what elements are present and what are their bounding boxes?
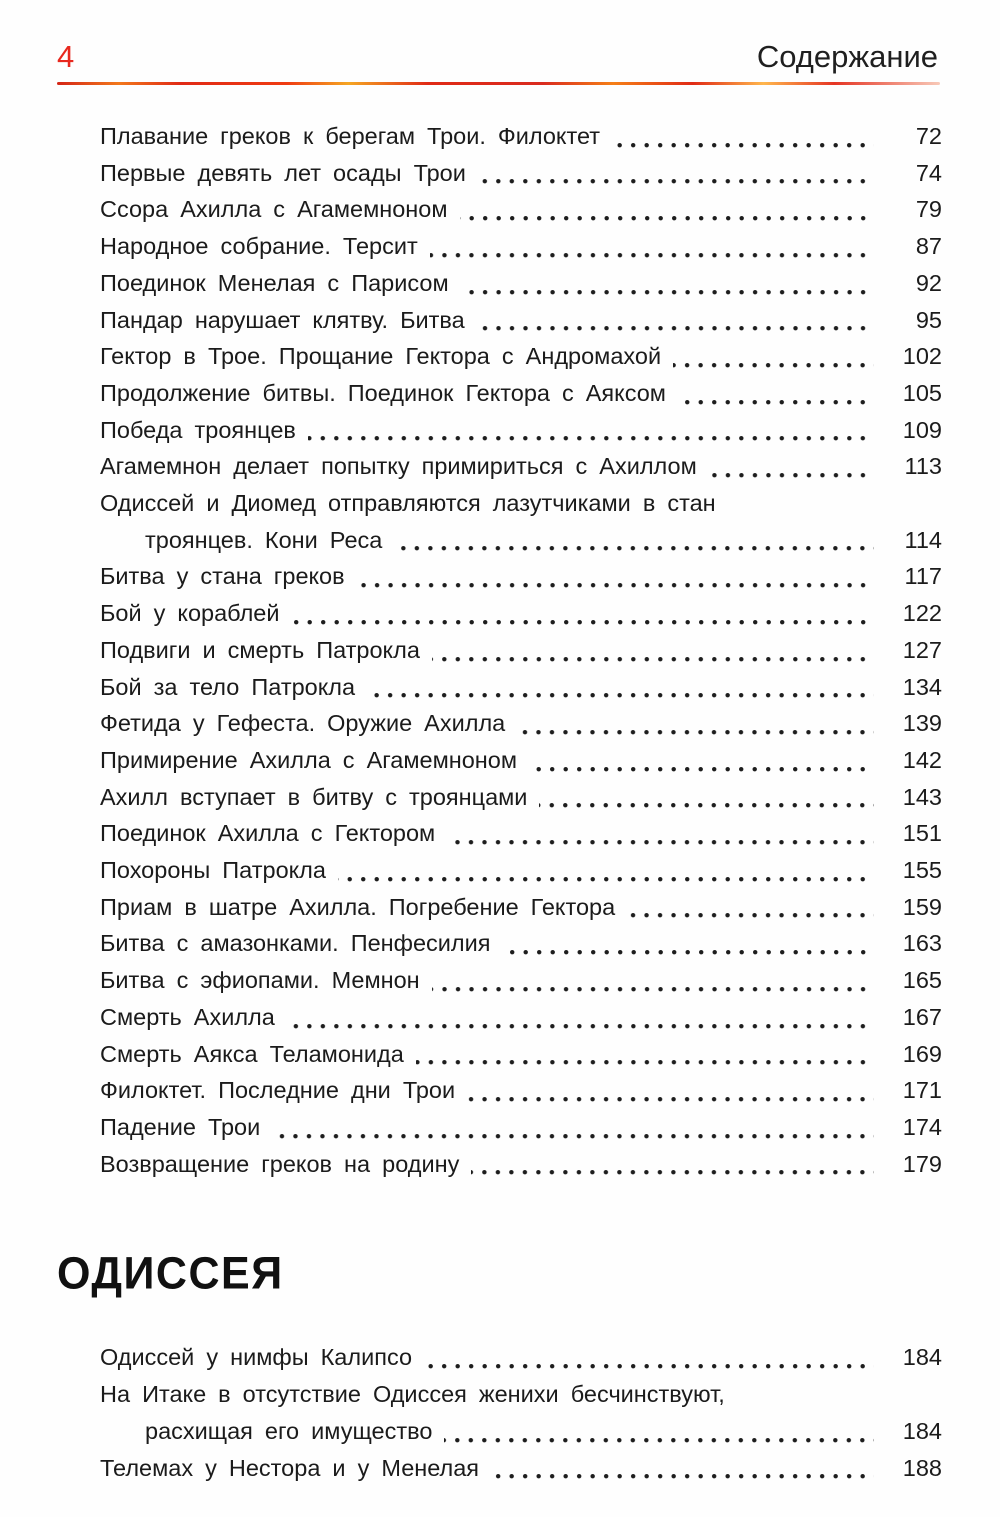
entry-title: Ссора Ахилла с Агамемноном xyxy=(100,196,448,223)
toc-entry xyxy=(100,412,942,449)
dot-leader xyxy=(471,1170,874,1175)
dot-leader xyxy=(416,1060,874,1065)
entry-page-number: 159 xyxy=(902,893,942,920)
dot-leader xyxy=(478,179,874,184)
entry-page-number: 113 xyxy=(904,453,942,480)
dot-leader xyxy=(467,1097,874,1102)
toc-entry-line xyxy=(100,448,942,485)
dot-leader xyxy=(432,987,874,992)
dot-leader xyxy=(287,1024,874,1029)
entry-title: Победа троянцев xyxy=(100,416,296,443)
entry-page-number: 143 xyxy=(902,783,942,810)
toc-entry xyxy=(100,742,942,779)
dot-leader xyxy=(430,253,874,258)
toc-entry-line xyxy=(100,338,942,375)
section-heading-odyssey: ОДИССЕЯ xyxy=(57,1248,284,1300)
entry-page-number: 163 xyxy=(902,930,942,957)
toc-entry xyxy=(100,669,942,706)
dot-leader xyxy=(424,1364,874,1369)
entry-page-number: 134 xyxy=(902,673,942,700)
toc-entry-line xyxy=(100,742,942,779)
toc-entry-line xyxy=(100,485,942,522)
entry-title: Возвращение греков на родину xyxy=(100,1150,460,1177)
toc-entry xyxy=(100,558,942,595)
dot-leader xyxy=(709,473,874,478)
dot-leader xyxy=(432,657,874,662)
toc-entry xyxy=(100,705,942,742)
toc-entry xyxy=(100,1450,942,1487)
entry-title: Падение Трои xyxy=(100,1113,261,1140)
toc-entry-line xyxy=(100,925,942,962)
entry-title: Похороны Патрокла xyxy=(100,857,326,884)
entry-title: Плавание греков к берегам Трои. Филоктет xyxy=(100,123,601,149)
page-title: Содержание xyxy=(756,39,938,74)
entry-page-number: 79 xyxy=(915,196,942,223)
toc-entry xyxy=(100,302,942,339)
toc-entry-line xyxy=(100,595,942,632)
toc-entry-line xyxy=(100,889,942,926)
dot-leader xyxy=(272,1134,874,1139)
toc-entry xyxy=(100,155,942,192)
dot-leader xyxy=(529,767,874,772)
entry-title: Битва с амазонками. Пенфесилия xyxy=(100,930,491,957)
toc-entry xyxy=(100,265,942,302)
toc-entry-line xyxy=(100,191,942,228)
toc-entry-line xyxy=(100,1376,942,1413)
toc-entry-line xyxy=(100,265,942,302)
entry-title: Фетида у Гефеста. Оружие Ахилла xyxy=(100,710,506,737)
entry-title: троянцев. Кони Реса xyxy=(145,526,383,553)
toc-entry xyxy=(100,448,942,485)
toc-entry-line xyxy=(100,1146,942,1183)
toc-entry-line xyxy=(100,558,942,595)
dot-leader xyxy=(292,620,875,625)
entry-title: Продолжение битвы. Поединок Гектора с Аяксом xyxy=(100,379,666,406)
entry-title: Телемах у Нестора и у Менелая xyxy=(100,1454,480,1481)
toc-entry xyxy=(100,962,942,999)
toc-entry-line xyxy=(100,302,942,339)
dot-leader xyxy=(539,803,874,808)
toc-entry-line xyxy=(100,815,942,852)
dot-leader xyxy=(503,950,875,955)
page-number: 4 xyxy=(57,39,75,74)
entry-page-number: 105 xyxy=(902,379,942,406)
entry-title: Битва у стана греков xyxy=(100,563,345,590)
entry-page-number: 109 xyxy=(902,416,942,443)
dot-leader xyxy=(678,400,874,405)
entry-title: Ахилл вступает в битву с троянцами xyxy=(100,783,528,810)
dot-leader xyxy=(460,216,874,221)
entry-title: На Итаке в отсутствие Одиссея женихи бесчинствуют, xyxy=(100,1381,725,1408)
entry-page-number: 127 xyxy=(902,636,942,663)
entry-title: Поединок Менелая с Парисом xyxy=(100,269,449,296)
toc-list-iliad xyxy=(100,85,942,1182)
toc-entry xyxy=(100,632,942,669)
entry-page-number: 167 xyxy=(902,1003,942,1030)
toc-entry-line xyxy=(100,228,942,265)
entry-page-number: 179 xyxy=(902,1150,942,1177)
entry-page-number: 92 xyxy=(915,269,942,296)
entry-title: Народное собрание. Терсит xyxy=(100,233,418,260)
toc-entry xyxy=(100,999,942,1036)
entry-title: Смерть Аякса Теламонида xyxy=(100,1040,404,1067)
toc-entry-line xyxy=(100,1109,942,1146)
entry-page-number: 87 xyxy=(915,233,942,260)
entry-title: Первые девять лет осады Трои xyxy=(100,159,466,186)
toc-entry xyxy=(100,595,942,632)
toc-entry xyxy=(100,925,942,962)
entry-title: Бой у кораблей xyxy=(100,600,280,627)
toc-entry xyxy=(100,852,942,889)
toc-entry-line xyxy=(100,1072,942,1109)
toc-entry-line xyxy=(100,779,942,816)
entry-page-number: 72 xyxy=(915,123,942,149)
entry-page-number: 122 xyxy=(902,600,942,627)
entry-title: Подвиги и смерть Патрокла xyxy=(100,636,420,663)
toc-entry xyxy=(100,1339,942,1376)
dot-leader xyxy=(444,1438,874,1443)
toc-entry-line xyxy=(100,118,942,155)
toc-entry-line xyxy=(100,522,942,559)
entry-page-number: 171 xyxy=(902,1077,942,1104)
entry-page-number: 184 xyxy=(902,1417,942,1444)
entry-title: Смерть Ахилла xyxy=(100,1003,275,1030)
dot-leader xyxy=(308,436,874,441)
toc-entry-line xyxy=(100,852,942,889)
running-head xyxy=(57,40,938,74)
entry-title: Агамемнон делает попытку примириться с Ахиллом xyxy=(100,453,697,480)
dot-leader xyxy=(367,693,874,698)
toc-entry-line xyxy=(100,632,942,669)
toc-entry-line xyxy=(100,1036,942,1073)
toc-entry xyxy=(100,815,942,852)
entry-page-number: 74 xyxy=(915,159,942,186)
entry-title: Приам в шатре Ахилла. Погребение Гектора xyxy=(100,893,616,920)
entry-page-number: 142 xyxy=(902,746,942,773)
entry-title: расхищая его имущество xyxy=(145,1417,433,1444)
dot-leader xyxy=(461,290,874,295)
entry-title: Примирение Ахилла с Агамемноном xyxy=(100,746,517,773)
entry-title: Бой за тело Патрокла xyxy=(100,673,356,700)
toc-entry-line xyxy=(100,155,942,192)
toc-entry xyxy=(100,228,942,265)
dot-leader xyxy=(673,363,874,368)
entry-page-number: 165 xyxy=(902,967,942,994)
entry-page-number: 155 xyxy=(902,857,942,884)
dot-leader xyxy=(612,143,874,148)
toc-entry xyxy=(100,191,942,228)
toc-entry xyxy=(100,485,942,558)
entry-page-number: 151 xyxy=(902,820,942,847)
entry-page-number: 139 xyxy=(902,710,942,737)
dot-leader xyxy=(394,546,874,551)
dot-leader xyxy=(627,913,874,918)
toc-entry-line xyxy=(100,705,942,742)
entry-title: Гектор в Трое. Прощание Гектора с Андромахой xyxy=(100,343,662,370)
entry-page-number: 174 xyxy=(902,1113,942,1140)
dot-leader xyxy=(477,326,874,331)
toc-entry xyxy=(100,375,942,412)
entry-title: Одиссей и Диомед отправляются лазутчиками в стан xyxy=(100,490,716,517)
toc-entry-line xyxy=(100,962,942,999)
toc-entry-line xyxy=(100,1413,942,1450)
entry-title: Битва с эфиопами. Мемнон xyxy=(100,967,420,994)
entry-title: Поединок Ахилла с Гектором xyxy=(100,820,436,847)
entry-title: Одиссей у нимфы Калипсо xyxy=(100,1344,413,1371)
entry-title: Филоктет. Последние дни Трои xyxy=(100,1077,456,1104)
dot-leader xyxy=(447,840,874,845)
entry-page-number: 114 xyxy=(904,526,942,553)
entry-title: Пандар нарушает клятву. Битва xyxy=(100,306,465,333)
dot-leader xyxy=(491,1474,874,1479)
toc-entry xyxy=(100,889,942,926)
toc-entry xyxy=(100,338,942,375)
entry-page-number: 184 xyxy=(902,1344,942,1371)
toc-entry-line xyxy=(100,412,942,449)
entry-page-number: 169 xyxy=(902,1040,942,1067)
toc-entry xyxy=(100,1109,942,1146)
entry-page-number: 102 xyxy=(902,343,942,370)
toc-entry-line xyxy=(100,1339,942,1376)
toc-entry xyxy=(100,1146,942,1183)
toc-entry-line xyxy=(100,1450,942,1487)
toc-entry xyxy=(100,118,942,155)
toc-list-odyssey xyxy=(100,1306,942,1486)
toc-entry-line xyxy=(100,669,942,706)
toc-entry-line xyxy=(100,999,942,1036)
dot-leader xyxy=(357,583,874,588)
entry-page-number: 188 xyxy=(902,1454,942,1481)
toc-entry xyxy=(100,1036,942,1073)
toc-entry xyxy=(100,779,942,816)
toc-entry-line xyxy=(100,375,942,412)
toc-entry xyxy=(100,1376,942,1449)
toc-entry xyxy=(100,1072,942,1109)
dot-leader xyxy=(338,877,874,882)
entry-page-number: 95 xyxy=(915,306,942,333)
dot-leader xyxy=(517,730,874,735)
entry-page-number: 117 xyxy=(904,563,942,590)
